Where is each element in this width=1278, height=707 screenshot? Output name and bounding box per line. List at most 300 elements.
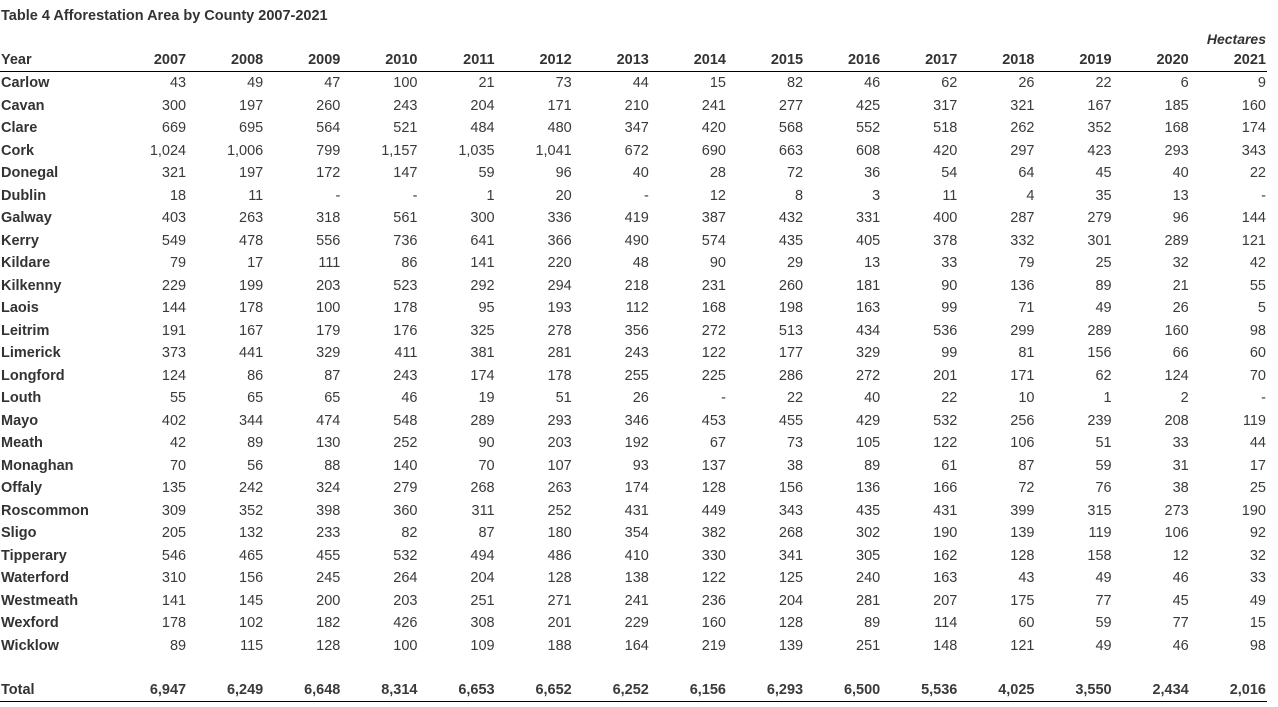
area-value-cell: 87 [324, 367, 341, 384]
table-body [0, 72, 1267, 702]
area-value-cell: 122 [933, 435, 958, 451]
area-value-cell: 121 [1010, 637, 1035, 654]
area-value-cell: 690 [701, 142, 726, 159]
area-value-cell: 321 [161, 165, 187, 181]
area-value-cell: 330 [701, 547, 726, 564]
area-value-cell: 201 [547, 615, 572, 631]
county-name: Galway [1, 210, 52, 226]
area-value-cell: 10 [1018, 390, 1035, 406]
area-value-cell: 302 [856, 525, 881, 541]
area-value-cell: 293 [1164, 142, 1189, 159]
area-value-cell: 2 [1180, 390, 1189, 406]
area-value-cell: 167 [239, 322, 264, 339]
area-value-cell: 292 [470, 277, 495, 294]
table-row [0, 252, 1267, 275]
area-value-cell: 111 [318, 255, 341, 271]
area-value-cell: 136 [1010, 277, 1035, 294]
county-name: Offaly [1, 480, 43, 496]
area-value-cell: 210 [624, 97, 649, 114]
area-value-cell: 6 [1180, 75, 1189, 91]
area-value-cell: - [1261, 390, 1266, 406]
area-value-cell: 264 [393, 570, 418, 586]
area-value-cell: 382 [701, 525, 726, 541]
area-value-cell: 144 [161, 300, 187, 316]
table-row [0, 297, 1267, 320]
area-value-cell: 76 [1095, 480, 1112, 496]
area-value-cell: 178 [239, 300, 264, 316]
area-value-cell: 60 [1249, 345, 1266, 361]
year-column-header: 2016 [804, 50, 881, 72]
table-row [0, 275, 1267, 298]
area-value-cell: 102 [239, 615, 264, 631]
area-value-cell: 300 [161, 97, 187, 114]
total-value-cell: 2,016 [1190, 679, 1267, 702]
county-name: Monaghan [1, 457, 74, 474]
area-value-cell: 532 [393, 547, 418, 564]
area-value-cell: 1 [486, 187, 495, 204]
area-value-cell: 179 [316, 322, 341, 339]
area-value-cell: 51 [1095, 435, 1112, 451]
area-value-cell: 432 [778, 210, 804, 226]
area-value-cell: 293 [547, 412, 572, 429]
area-value-cell: 145 [239, 592, 264, 609]
area-value-cell: 344 [239, 412, 264, 429]
area-value-cell: 343 [778, 502, 804, 519]
county-name: Laois [1, 300, 39, 316]
county-name: Leitrim [1, 322, 50, 339]
area-value-cell: 73 [786, 435, 804, 451]
area-value-cell: 25 [1095, 255, 1112, 271]
area-value-cell: 255 [624, 367, 649, 384]
county-name: Cavan [1, 97, 45, 114]
area-value-cell: 17 [247, 255, 264, 271]
area-value-cell: 160 [1164, 322, 1189, 339]
area-value-cell: 160 [701, 615, 726, 631]
area-value-cell: 199 [239, 277, 264, 294]
area-value-cell: 336 [547, 210, 572, 226]
year-column-header: 2008 [187, 50, 264, 72]
area-value-cell: 243 [624, 345, 649, 361]
area-value-cell: 122 [701, 345, 726, 361]
area-value-cell: 18 [169, 187, 187, 204]
year-column-header: 2014 [650, 50, 727, 72]
area-value-cell: 219 [701, 637, 726, 654]
area-value-cell: 32 [1172, 255, 1189, 271]
area-value-cell: 54 [941, 165, 958, 181]
area-value-cell: 115 [240, 637, 264, 654]
area-value-cell: 233 [316, 525, 341, 541]
area-value-cell: 90 [478, 435, 495, 451]
area-value-cell: 478 [239, 232, 264, 249]
area-value-cell: 352 [1087, 120, 1112, 136]
area-value-cell: 44 [1249, 435, 1266, 451]
area-value-cell: 220 [547, 255, 572, 271]
area-value-cell: 158 [1087, 547, 1112, 564]
area-value-cell: 136 [856, 480, 881, 496]
county-name: Wicklow [1, 637, 59, 654]
table-row [0, 140, 1267, 163]
total-value-cell: 6,500 [804, 679, 881, 702]
area-value-cell: 33 [1249, 570, 1266, 586]
county-name: Meath [1, 435, 43, 451]
year-column-header: 2021 [1190, 50, 1267, 72]
area-value-cell: 435 [778, 232, 804, 249]
area-value-cell: 1,006 [226, 142, 264, 159]
area-value-cell: 21 [478, 75, 495, 91]
table-row [0, 387, 1267, 410]
total-value-cell: 6,648 [264, 679, 341, 702]
area-value-cell: 352 [239, 502, 264, 519]
area-value-cell: 19 [478, 390, 495, 406]
area-value-cell: 11 [248, 187, 264, 204]
area-value-cell: 89 [864, 457, 881, 474]
area-value-cell: 405 [856, 232, 881, 249]
year-column-header: 2009 [264, 50, 341, 72]
area-value-cell: 65 [247, 390, 264, 406]
area-value-cell: 672 [624, 142, 649, 159]
area-value-cell: 55 [169, 390, 187, 406]
area-value-cell: 354 [624, 525, 649, 541]
area-value-cell: 49 [1095, 570, 1112, 586]
area-value-cell: 79 [169, 255, 187, 271]
area-value-cell: 98 [1249, 322, 1266, 339]
area-value-cell: 171 [547, 97, 572, 114]
area-value-cell: 172 [316, 165, 341, 181]
area-value-cell: 229 [624, 615, 649, 631]
area-value-cell: 289 [1087, 322, 1112, 339]
area-value-cell: 72 [786, 165, 804, 181]
table-title: Table 4 Afforestation Area by County 2007-2021 [1, 8, 328, 24]
area-value-cell: 43 [1018, 570, 1035, 586]
area-value-cell: 139 [1010, 525, 1035, 541]
county-name: Carlow [1, 75, 50, 91]
area-value-cell: 148 [933, 637, 958, 654]
table-row [0, 455, 1267, 478]
area-value-cell: 494 [470, 547, 495, 564]
area-value-cell: 229 [161, 277, 187, 294]
area-value-cell: 242 [239, 480, 264, 496]
area-value-cell: 552 [856, 120, 881, 136]
area-value-cell: 536 [933, 322, 958, 339]
area-value-cell: 193 [547, 300, 572, 316]
county-name: Cork [1, 142, 35, 159]
area-value-cell: 301 [1087, 232, 1112, 249]
area-value-cell: 171 [1010, 367, 1035, 384]
area-value-cell: 156 [1087, 345, 1112, 361]
area-value-cell: 124 [1164, 367, 1189, 384]
area-value-cell: 332 [1010, 232, 1035, 249]
area-value-cell: 47 [324, 75, 341, 91]
area-value-cell: 86 [401, 255, 418, 271]
area-value-cell: 272 [856, 367, 881, 384]
area-value-cell: 346 [624, 412, 649, 429]
total-value-cell: 6,652 [496, 679, 573, 702]
total-value-cell: 2,434 [1113, 679, 1190, 702]
area-value-cell: 174 [1241, 120, 1266, 136]
area-value-cell: 29 [786, 255, 804, 271]
area-value-cell: 56 [247, 457, 264, 474]
area-value-cell: 89 [1095, 277, 1112, 294]
area-value-cell: 44 [632, 75, 649, 91]
area-value-cell: 205 [161, 525, 187, 541]
area-value-cell: 26 [1018, 75, 1035, 91]
area-value-cell: 33 [1172, 435, 1189, 451]
table-row [0, 500, 1267, 523]
area-value-cell: 82 [786, 75, 804, 91]
area-value-cell: 13 [864, 255, 881, 271]
area-value-cell: 287 [1010, 210, 1035, 226]
table-row [0, 635, 1267, 658]
area-value-cell: 286 [778, 367, 804, 384]
area-value-cell: 12 [1172, 547, 1189, 564]
county-name: Kilkenny [1, 277, 62, 294]
area-value-cell: 144 [1241, 210, 1266, 226]
area-value-cell: 82 [401, 525, 418, 541]
area-value-cell: 434 [856, 322, 881, 339]
area-value-cell: 96 [1172, 210, 1189, 226]
area-value-cell: 42 [169, 435, 187, 451]
area-value-cell: 484 [470, 120, 495, 136]
area-value-cell: 399 [1010, 502, 1035, 519]
area-value-cell: 160 [1241, 97, 1266, 114]
table-row [0, 612, 1267, 635]
area-value-cell: 321 [1010, 97, 1035, 114]
area-value-cell: 156 [778, 480, 804, 496]
area-value-cell: 40 [632, 165, 649, 181]
area-value-cell: 90 [941, 277, 958, 294]
area-value-cell: 95 [478, 300, 495, 316]
area-value-cell: 140 [393, 457, 418, 474]
area-value-cell: 315 [1087, 502, 1112, 519]
area-value-cell: 99 [941, 300, 958, 316]
area-value-cell: 204 [470, 570, 495, 586]
area-value-cell: 132 [239, 525, 264, 541]
area-value-cell: 60 [1018, 615, 1035, 631]
area-value-cell: 289 [470, 412, 495, 429]
area-value-cell: 400 [933, 210, 958, 226]
area-value-cell: 308 [470, 615, 495, 631]
area-value-cell: 92 [1249, 525, 1266, 541]
area-value-cell: 38 [786, 457, 804, 474]
county-name: Kerry [1, 232, 39, 249]
county-name: Clare [1, 120, 38, 136]
area-value-cell: 305 [856, 547, 881, 564]
area-value-cell: 105 [856, 435, 881, 451]
area-value-cell: 163 [856, 300, 881, 316]
area-value-cell: 40 [1172, 165, 1189, 181]
area-value-cell: 241 [701, 97, 726, 114]
area-value-cell: 100 [393, 75, 418, 91]
area-value-cell: 163 [933, 570, 958, 586]
area-value-cell: 89 [169, 637, 187, 654]
area-value-cell: 480 [547, 120, 572, 136]
year-column-header: 2018 [958, 50, 1035, 72]
area-value-cell: 200 [316, 592, 341, 609]
county-name: Westmeath [1, 592, 79, 609]
county-name: Longford [1, 367, 65, 384]
area-value-cell: 93 [632, 457, 649, 474]
area-value-cell: 403 [161, 210, 187, 226]
area-value-cell: 190 [1241, 502, 1266, 519]
year-column-header: 2007 [110, 50, 187, 72]
total-value-cell: 3,550 [1036, 679, 1113, 702]
area-value-cell: 166 [933, 480, 958, 496]
area-value-cell: 325 [470, 322, 495, 339]
area-value-cell: 317 [933, 97, 958, 114]
table-row [0, 72, 1267, 95]
area-value-cell: 125 [778, 570, 804, 586]
area-value-cell: 70 [1249, 367, 1266, 384]
area-value-cell: 190 [933, 525, 958, 541]
area-value-cell: 32 [1249, 547, 1266, 564]
area-value-cell: 411 [394, 345, 418, 361]
area-value-cell: 191 [161, 322, 187, 339]
area-value-cell: 99 [941, 345, 958, 361]
area-value-cell: 641 [470, 232, 495, 249]
area-value-cell: 240 [856, 570, 881, 586]
area-value-cell: 324 [316, 480, 341, 496]
area-value-cell: 277 [778, 97, 804, 114]
area-value-cell: 87 [1018, 457, 1035, 474]
area-value-cell: 141 [161, 592, 187, 609]
area-value-cell: 26 [632, 390, 649, 406]
county-name: Donegal [1, 165, 59, 181]
area-value-cell: 236 [701, 592, 726, 609]
area-value-cell: 40 [864, 390, 881, 406]
area-value-cell: 441 [239, 345, 264, 361]
area-value-cell: 28 [709, 165, 726, 181]
area-value-cell: 128 [316, 637, 341, 654]
area-value-cell: 278 [547, 322, 572, 339]
year-column-header: 2012 [496, 50, 573, 72]
area-value-cell: - [335, 187, 341, 204]
county-name: Waterford [1, 570, 69, 586]
area-value-cell: 77 [1172, 615, 1189, 631]
area-value-cell: 180 [547, 525, 572, 541]
area-value-cell: 55 [1249, 277, 1266, 294]
area-value-cell: 197 [239, 97, 264, 114]
area-value-cell: 548 [393, 412, 418, 429]
area-value-cell: 26 [1172, 300, 1189, 316]
area-value-cell: 360 [393, 502, 418, 519]
area-value-cell: 449 [701, 502, 726, 519]
area-value-cell: 88 [324, 457, 341, 474]
area-value-cell: 268 [778, 525, 804, 541]
area-value-cell: 17 [1249, 457, 1266, 474]
area-value-cell: 51 [555, 390, 572, 406]
area-value-cell: 178 [547, 367, 572, 384]
area-value-cell: 33 [941, 255, 958, 271]
total-label: Total [0, 679, 110, 702]
area-value-cell: 71 [1018, 300, 1035, 316]
area-value-cell: 272 [701, 322, 726, 339]
area-value-cell: 36 [864, 165, 881, 181]
total-row [0, 679, 1267, 702]
area-value-cell: 347 [624, 120, 649, 136]
table-row [0, 365, 1267, 388]
area-value-cell: 329 [856, 345, 881, 361]
area-value-cell: 5 [1257, 300, 1266, 316]
area-value-cell: 378 [933, 232, 958, 249]
area-value-cell: 243 [393, 97, 418, 114]
table-row [0, 117, 1267, 140]
area-value-cell: 89 [864, 615, 881, 631]
area-value-cell: 112 [625, 300, 649, 316]
area-value-cell: 420 [933, 142, 958, 159]
year-column-header: 2019 [1036, 50, 1113, 72]
area-value-cell: 22 [786, 390, 804, 406]
area-value-cell: 43 [169, 75, 187, 91]
county-name: Sligo [1, 525, 37, 541]
area-value-cell: 73 [555, 75, 572, 91]
area-value-cell: 453 [701, 412, 726, 429]
area-value-cell: 1,035 [458, 142, 495, 159]
area-value-cell: 13 [1172, 187, 1189, 204]
area-value-cell: 11 [942, 187, 958, 204]
area-value-cell: 45 [1172, 592, 1189, 609]
area-value-cell: 46 [401, 390, 418, 406]
area-value-cell: 474 [316, 412, 341, 429]
area-value-cell: 564 [316, 120, 341, 136]
table-row [0, 567, 1267, 590]
area-value-cell: 197 [239, 165, 264, 181]
area-value-cell: 549 [161, 232, 187, 249]
area-value-cell: 42 [1249, 255, 1266, 271]
area-value-cell: 35 [1095, 187, 1112, 204]
area-value-cell: 156 [239, 570, 264, 586]
area-value-cell: 98 [1249, 637, 1266, 654]
area-value-cell: 137 [701, 457, 726, 474]
area-value-cell: 431 [624, 502, 649, 519]
area-value-cell: 62 [941, 75, 958, 91]
area-value-cell: 49 [1249, 592, 1266, 609]
spacer-row [0, 657, 1267, 679]
area-value-cell: 245 [316, 570, 341, 586]
area-value-cell: 135 [161, 480, 187, 496]
area-value-cell: 164 [624, 637, 649, 654]
area-value-cell: 281 [547, 345, 572, 361]
area-value-cell: 260 [778, 277, 804, 294]
area-value-cell: 192 [624, 435, 649, 451]
total-value-cell: 6,249 [187, 679, 264, 702]
area-value-cell: 96 [555, 165, 572, 181]
area-value-cell: 167 [1087, 97, 1112, 114]
table-row [0, 545, 1267, 568]
area-value-cell: 81 [1018, 345, 1035, 361]
area-value-cell: 231 [701, 277, 726, 294]
area-value-cell: 423 [1087, 142, 1112, 159]
area-value-cell: 46 [864, 75, 881, 91]
area-value-cell: 72 [1018, 480, 1035, 496]
area-value-cell: 185 [1164, 97, 1189, 114]
table-row [0, 590, 1267, 613]
area-value-cell: 201 [933, 367, 958, 384]
area-value-cell: 59 [478, 165, 495, 181]
area-value-cell: 204 [470, 97, 495, 114]
area-value-cell: 318 [316, 210, 341, 226]
area-value-cell: 387 [701, 210, 726, 226]
area-value-cell: 343 [1241, 142, 1266, 159]
year-column-header: 2011 [419, 50, 496, 72]
area-value-cell: 663 [778, 142, 804, 159]
area-value-cell: 218 [624, 277, 649, 294]
area-value-cell: 89 [247, 435, 264, 451]
area-value-cell: 12 [709, 187, 726, 204]
area-value-cell: 130 [316, 435, 341, 451]
area-value-cell: 373 [161, 345, 187, 361]
area-value-cell: 22 [1095, 75, 1112, 91]
table-row [0, 207, 1267, 230]
